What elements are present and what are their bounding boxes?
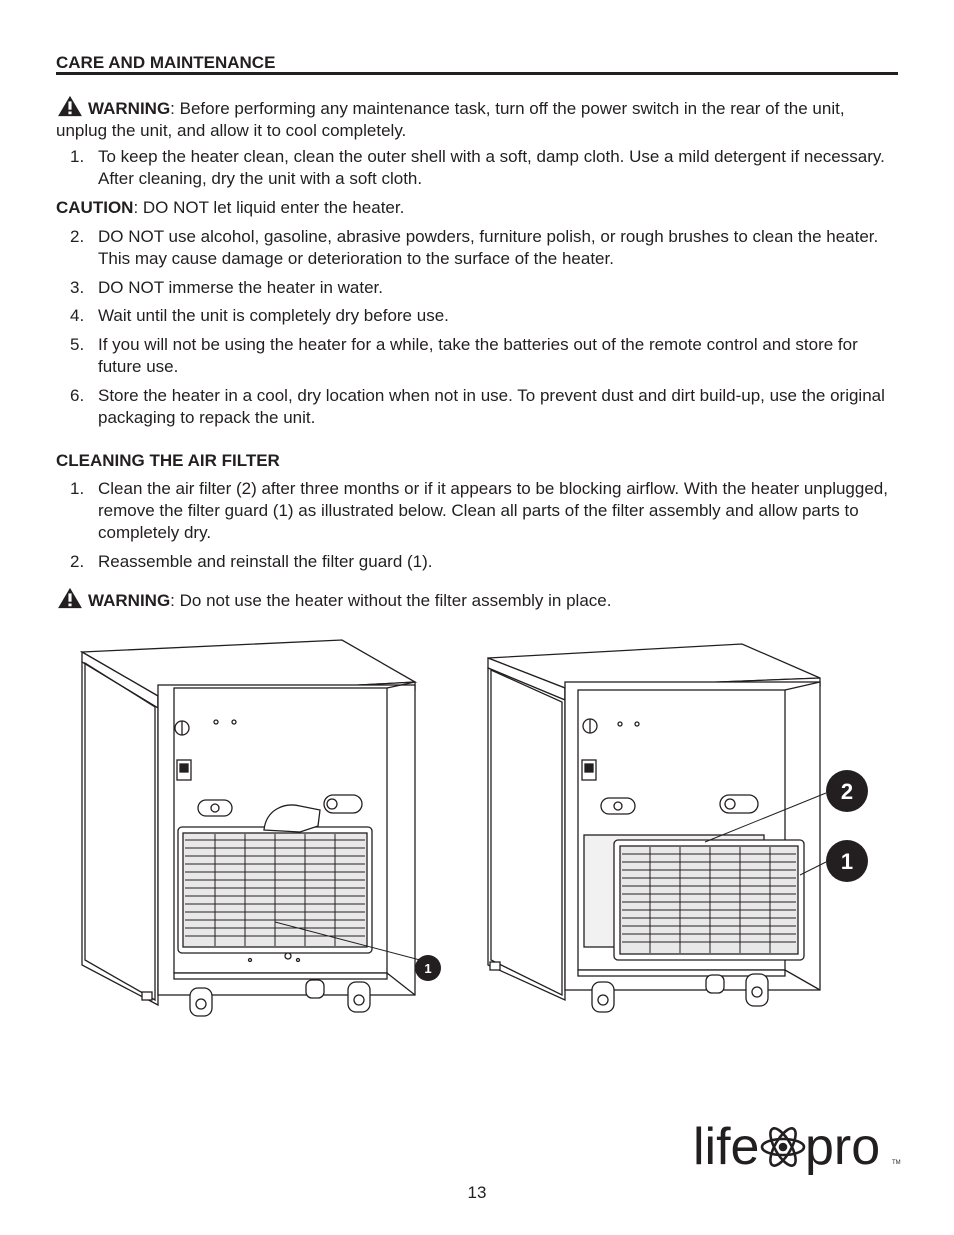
list-item-text: If you will not be using the heater for a while, take the batteries out of the remote control and store for future use. bbox=[98, 335, 858, 376]
lifepro-logo bbox=[693, 1112, 903, 1184]
trademark-mark: TM bbox=[892, 1160, 901, 1166]
warning-label: WARNING bbox=[88, 99, 171, 118]
caution-text: : DO NOT let liquid enter the heater. bbox=[133, 198, 405, 217]
list-item bbox=[56, 385, 898, 429]
logo-text-left: life bbox=[693, 1118, 760, 1176]
warning-text: : Before performing any maintenance task, turn off the power switch in the rear of the unit, unplug the unit, and allow it to cool completely. bbox=[56, 99, 845, 140]
caution-label: CAUTION bbox=[56, 198, 134, 217]
callout-label: 2 bbox=[840, 779, 854, 804]
callout-label: 1 bbox=[840, 849, 854, 874]
heater-illustration-left bbox=[70, 630, 450, 1030]
page-number: 13 bbox=[467, 1183, 487, 1202]
list-item-number: 6. bbox=[70, 386, 85, 405]
list-item bbox=[56, 305, 898, 327]
list-item-number: 2. bbox=[70, 552, 85, 571]
section-title-care: CARE AND MAINTENANCE bbox=[56, 53, 276, 72]
warning-paragraph bbox=[56, 95, 898, 142]
list-item-text: Store the heater in a cool, dry location when not in use. To prevent dust and dirt build-up, use the original packaging to repack the unit. bbox=[98, 386, 885, 427]
list-item-number: 2. bbox=[70, 227, 85, 246]
caution-paragraph bbox=[56, 197, 898, 219]
list-item-text: To keep the heater clean, clean the outer shell with a soft, damp cloth. Use a mild detergent if necessary. After cleaning, dry the unit with a soft cloth. bbox=[98, 147, 885, 188]
list-item-number: 1. bbox=[70, 479, 85, 498]
warning-label: WARNING bbox=[88, 591, 171, 610]
list-item bbox=[56, 146, 898, 190]
list-item-text: Wait until the unit is completely dry before use. bbox=[98, 306, 449, 325]
list-item-text: DO NOT immerse the heater in water. bbox=[98, 278, 384, 297]
section-title-filter: CLEANING THE AIR FILTER bbox=[56, 451, 280, 470]
list-item bbox=[56, 334, 898, 378]
warning-triangle-icon bbox=[56, 95, 84, 117]
list-item-number: 4. bbox=[70, 306, 85, 325]
warning-paragraph bbox=[56, 587, 898, 612]
list-item-number: 1. bbox=[70, 147, 85, 166]
logo-text-right: pro bbox=[805, 1118, 881, 1176]
atom-icon bbox=[762, 1125, 804, 1169]
heater-illustration-right bbox=[480, 630, 880, 1030]
warning-triangle-icon bbox=[56, 587, 84, 609]
list-item bbox=[56, 551, 898, 573]
list-item-number: 5. bbox=[70, 335, 85, 354]
list-item-number: 3. bbox=[70, 278, 85, 297]
list-item bbox=[56, 226, 898, 270]
list-item bbox=[56, 478, 898, 544]
list-item-text: Clean the air filter (2) after three months or if it appears to be blocking airflow. With the heater unplugged, remove the filter guard (1) as illustrated below. Clean all parts of the filter assembly and allow parts to completely dry. bbox=[98, 479, 888, 542]
list-item-text: DO NOT use alcohol, gasoline, abrasive powders, furniture polish, or rough brushes to clean the heater. This may cause damage or deterioration to the surface of the heater. bbox=[98, 227, 879, 268]
list-item bbox=[56, 277, 898, 299]
warning-text: : Do not use the heater without the filter assembly in place. bbox=[170, 591, 612, 610]
title-rule bbox=[56, 72, 898, 75]
list-item-text: Reassemble and reinstall the filter guard (1). bbox=[98, 552, 433, 571]
callout-label: 1 bbox=[424, 961, 432, 976]
